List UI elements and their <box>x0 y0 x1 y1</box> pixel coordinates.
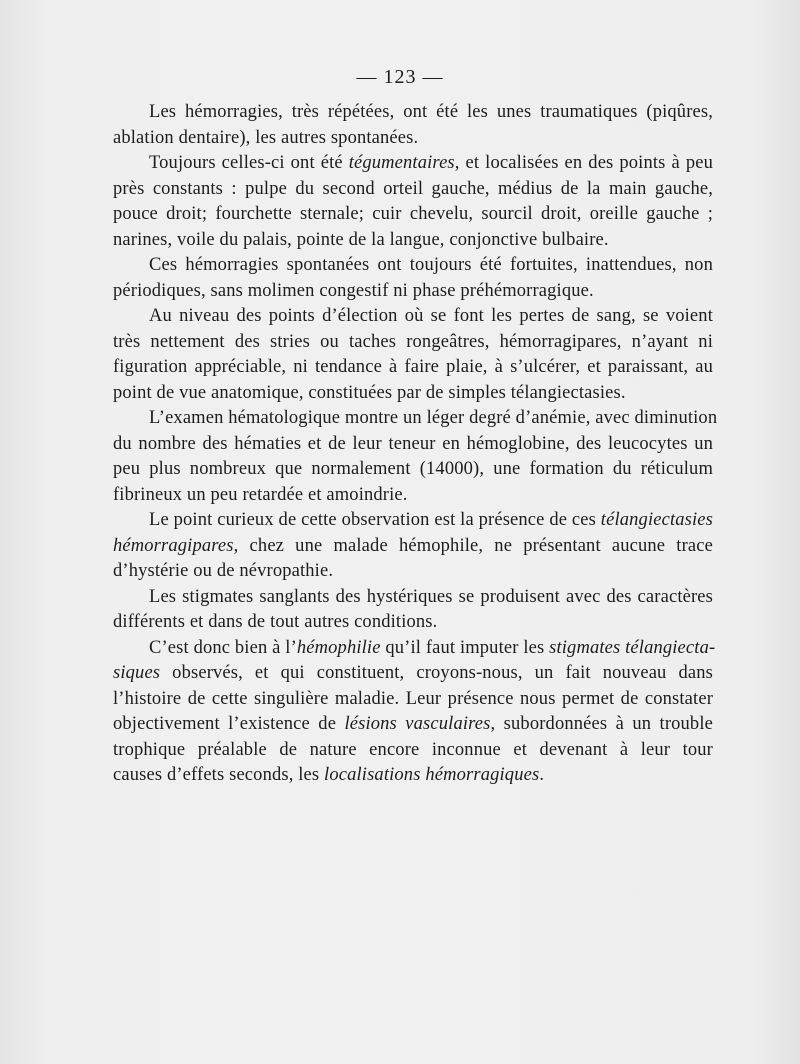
text-line <box>113 508 713 534</box>
text-run: Toujours celles-ci ont été <box>149 153 349 173</box>
text-line <box>113 330 713 356</box>
text-run: Ces hémorragies spontanées ont toujours été fortuites, inattendues, non <box>149 255 713 275</box>
text-run: figuration appréciable, ni tendance à faire plaie, à s’ulcérer, et paraissant, au <box>113 357 713 377</box>
text-run: fibrineux un peu retardée et amoindrie. <box>113 484 408 505</box>
text-line <box>113 763 713 789</box>
text-line <box>113 687 713 713</box>
text-run: différents et dans de tout autres conditions. <box>113 612 438 632</box>
text-run: l’histoire de cette singulière maladie. Leur présence nous permet de constater <box>113 688 713 709</box>
text-run: objectivement l’existence de <box>113 714 345 734</box>
text-run: pouce droit; fourchette sternale; cuir chevelu, sourcil droit, oreille gauche ; <box>113 204 713 224</box>
text-line <box>113 610 713 636</box>
text-line <box>113 279 713 305</box>
italic-run: hémophilie <box>296 637 381 658</box>
text-line <box>113 177 713 203</box>
text-line <box>113 432 713 458</box>
body-text <box>113 100 718 789</box>
paragraph <box>113 508 713 585</box>
text-run: , et localisées en des points à peu <box>454 153 713 173</box>
text-run: périodiques, sans molimen congestif ni phase préhémorragique. <box>113 280 594 301</box>
text-run: Les stigmates sanglants des hystériques se produisent avec des caractères <box>149 586 713 607</box>
text-line <box>113 712 713 738</box>
paragraph <box>113 253 713 304</box>
text-run: ablation dentaire), les autres spontanées. <box>113 127 419 148</box>
text-line <box>113 585 713 611</box>
text-run: trophique préalable de nature encore inconnue et devenant à leur tour <box>113 739 713 760</box>
text-run: L’examen hématologique montre un léger degré d’anémie, avec diminution <box>149 408 718 428</box>
italic-run: tégumentaires <box>348 153 455 173</box>
paragraph <box>113 100 713 151</box>
paragraph <box>113 406 718 508</box>
text-run: Les hémorragies, très répétées, ont été les unes traumatiques (piqûres, <box>149 102 713 122</box>
text-line <box>113 202 713 228</box>
text-line <box>113 151 713 177</box>
text-run: très nettement des stries ou taches rongeâtres, hémorragipares, n’ayant ni <box>113 331 713 352</box>
text-run: . <box>539 765 545 785</box>
page-number: — 123 — <box>356 66 444 88</box>
paragraph <box>113 151 713 253</box>
text-run: , subordonnées à un trouble <box>490 714 713 734</box>
text-run: point de vue anatomique, constituées par de simples télangiectasies. <box>113 382 626 403</box>
text-line <box>113 406 718 432</box>
italic-run: siques <box>113 663 161 683</box>
text-line <box>113 457 713 483</box>
italic-run: hémorragipares <box>113 535 234 556</box>
text-line <box>113 381 713 407</box>
text-run: Au niveau des points d’élection où se font les pertes de sang, se voient <box>149 306 713 326</box>
text-line <box>113 253 713 279</box>
text-line <box>113 636 716 662</box>
text-line <box>113 559 713 585</box>
text-line <box>113 534 713 560</box>
italic-run: localisations hémorragiques <box>324 765 540 785</box>
text-run: , chez une malade hémophile, ne présentant aucune trace <box>233 535 713 556</box>
text-run: d’hystérie ou de névropathie. <box>113 561 334 581</box>
text-run: Le point curieux de cette observation est la présence de ces <box>149 510 601 530</box>
text-run: C’est donc bien à l’ <box>149 637 297 658</box>
text-run: du nombre des hématies et de leur teneur en hémoglobine, des leucocytes un <box>113 433 713 454</box>
text-line <box>113 661 713 687</box>
text-line <box>113 228 713 254</box>
paragraph <box>113 636 716 789</box>
text-run: peu plus nombreux que normalement (14000), une formation du réticulum <box>113 459 713 479</box>
italic-run: stigmates télangiecta- <box>549 637 716 658</box>
text-line <box>113 304 713 330</box>
text-run: causes d’effets seconds, les <box>113 765 325 785</box>
text-run: observés, et qui constituent, croyons-nous, un fait nouveau dans <box>160 663 713 683</box>
paragraph <box>113 585 713 636</box>
text-run: qu’il faut imputer les <box>380 637 550 658</box>
italic-run: télangiectasies <box>600 510 713 530</box>
text-line <box>113 100 713 126</box>
text-line <box>113 355 713 381</box>
paragraph <box>113 304 713 406</box>
italic-run: lésions vasculaires <box>344 714 491 734</box>
text-run: près constants : pulpe du second orteil gauche, médius de la main gauche, <box>113 178 713 199</box>
text-line <box>113 483 713 509</box>
text-line <box>113 738 713 764</box>
text-line <box>113 126 713 152</box>
text-run: narines, voile du palais, pointe de la langue, conjonctive bulbaire. <box>113 229 609 250</box>
